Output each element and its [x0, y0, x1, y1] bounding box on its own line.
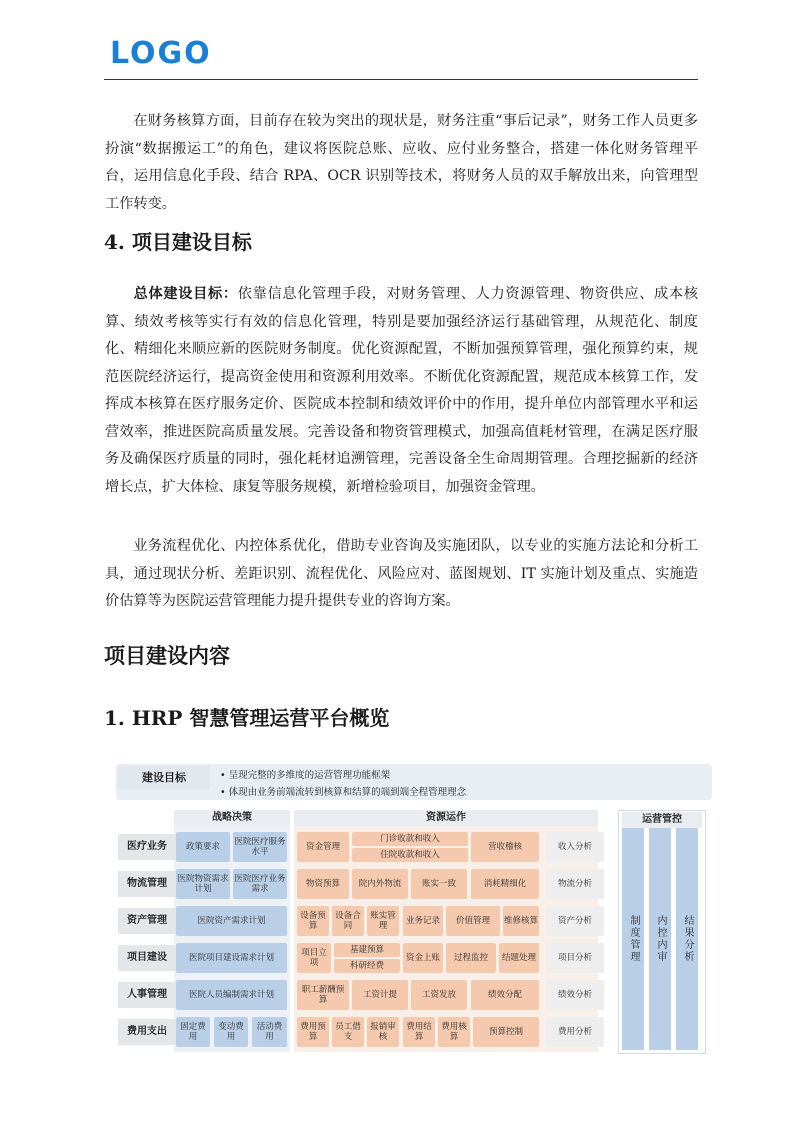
cell-fund-mgmt: 资金管理 [297, 832, 349, 862]
cell-value-mgmt: 价值管理 [446, 906, 500, 936]
cell-wage-payment: 工资发放 [411, 980, 467, 1010]
cell-expense-budget: 费用预算 [297, 1017, 329, 1047]
cell-material-plan: 医院物资需求计划 [176, 869, 230, 899]
cell-fixed-expense: 固定费用 [176, 1017, 210, 1047]
cell-budget-control: 预算控制 [473, 1017, 539, 1047]
cell-revenue-analysis: 收入分析 [546, 832, 604, 862]
logo: LOGO [110, 36, 212, 71]
goal-lead: 总体建设目标： [133, 286, 238, 302]
hrp-platform-diagram [112, 760, 714, 1058]
goal-line-2: • 体现由业务前端流转到核算和结算的端到端全程管理理念 [220, 787, 467, 798]
cell-repair-accounting: 维修核算 [503, 906, 539, 936]
row-label-asset: 资产管理 [118, 908, 176, 934]
ops-internal-control: 内控内审 [649, 828, 671, 1050]
cell-fund-posting: 资金上账 [403, 943, 443, 973]
goal-text: 依靠信息化管理手段，对财务管理、人力资源管理、物资供应、成本核算、绩效考核等实行有效的信息化管理，特别是要加强经济运行基础管理，从规范化、制度化、精细化来顺应新的医院财务制度。优化资源配置，不断加强预算管理，强化预算约束，规范医院经济运行，提高资金使用和资源利用效率。不断优化资源配置，规范成本核算工作，发挥成本核算在医疗服务定价、医院成本控制和绩效评价中的作用，提升单位内部管理水平和运营效率，推进医院高质量发展。完善设备和物资管理模式，加强高值耗材管理，在满足医疗服务及确保医疗质量的同时，强化耗材追溯管理，完善设备全生命周期管理。合理挖掘新的经济增长点，扩大体检、康复等服务规模，新增检验项目，加强资金管理。 [105, 286, 698, 495]
cell-reimbursement-audit: 报销审核 [367, 1017, 399, 1047]
section-4-title: 4. 项目建设目标 [104, 230, 252, 254]
cell-project-approval: 项目立项 [297, 943, 331, 973]
cell-activity-expense: 活动费用 [252, 1017, 287, 1047]
cell-logistics-flow: 院内外物流 [352, 869, 408, 899]
cell-account-mgmt: 账实管理 [367, 906, 399, 936]
cell-project-analysis: 项目分析 [546, 943, 604, 973]
cell-variable-expense: 变动费用 [214, 1017, 248, 1047]
paragraph-consulting [105, 533, 698, 616]
paragraph-consulting-text: 业务流程优化、内控体系优化，借助专业咨询及实施团队，以专业的实施方法论和分析工具，通过现状分析、差距识别、流程优化、风险应对、蓝图规划、IT 实施计划及重点、实施造价估算等为医院运营管理能力提升提供专业的咨询方案。 [105, 538, 698, 609]
row-label-project: 项目建设 [118, 945, 176, 971]
cell-staff-advance: 员工借支 [332, 1017, 364, 1047]
cell-asset-analysis: 资产分析 [546, 906, 604, 936]
paragraph-finance-text: 在财务核算方面，目前存在较为突出的现状是，财务注重“事后记录”，财务工作人员更多扮演“数据搬运工”的角色，建议将医院总账、应收、应付业务整合，搭建一体化财务管理平台，运用信息化手段、结合 RPA、OCR 识别等技术，将财务人员的双手解放出来，向管理型工作转变。 [105, 113, 698, 212]
cell-medical-demand: 医院医疗业务需求 [233, 869, 287, 899]
cell-revenue-audit: 营收稽核 [471, 832, 539, 862]
column-resource: 资源运作 [294, 810, 598, 826]
cell-asset-plan: 医院资产需求计划 [176, 906, 287, 936]
cell-material-budget: 物资预算 [297, 869, 349, 899]
ops-system: 制度管理 [622, 828, 644, 1050]
row-label-medical: 医疗业务 [118, 834, 176, 860]
column-strategy: 战略决策 [174, 810, 290, 826]
cell-staffing-plan: 医院人员编制需求计划 [176, 980, 287, 1010]
cell-performance-analysis: 绩效分析 [546, 980, 604, 1010]
cell-closure: 结题处理 [499, 943, 539, 973]
cell-consumption: 消耗精细化 [471, 869, 539, 899]
cell-research-fund: 科研经费 [334, 959, 400, 973]
cell-account-match: 账实一致 [411, 869, 467, 899]
cell-logistics-analysis: 物流分析 [546, 869, 604, 899]
cell-project-plan: 医院项目建设需求计划 [176, 943, 287, 973]
cell-expense-analysis: 费用分析 [546, 1017, 604, 1047]
column-ops: 运营管控 [622, 812, 702, 828]
cell-wage-accrual: 工资计提 [352, 980, 408, 1010]
ops-result-analysis: 结果分析 [676, 828, 698, 1050]
cell-equip-contract: 设备合同 [332, 906, 364, 936]
section-content-title: 项目建设内容 [104, 643, 230, 668]
cell-business-record: 业务记录 [403, 906, 443, 936]
cell-inpatient: 住院收款和收入 [352, 848, 468, 862]
cell-expense-accounting: 费用核算 [438, 1017, 470, 1047]
goal-line-1: • 呈现完整的多维度的运营管理功能框架 [220, 770, 391, 781]
paragraph-goal [105, 281, 698, 501]
cell-expense-settlement: 费用结算 [403, 1017, 435, 1047]
paragraph-finance [105, 108, 698, 218]
row-label-logistics: 物流管理 [118, 871, 176, 897]
goal-label: 建设目标 [118, 766, 210, 790]
row-label-personnel: 人事管理 [118, 982, 176, 1008]
cell-payroll-budget: 职工薪酬预算 [297, 980, 349, 1010]
cell-construction-budget: 基建预算 [334, 943, 400, 957]
cell-equip-budget: 设备预算 [297, 906, 329, 936]
header-divider [104, 79, 698, 80]
cell-process-monitor: 过程监控 [446, 943, 496, 973]
cell-performance-allocation: 绩效分配 [471, 980, 539, 1010]
cell-outpatient: 门诊收款和收入 [352, 832, 468, 846]
cell-policy: 政策要求 [176, 832, 230, 862]
section-1-title: 1. HRP 智慧管理运营平台概览 [104, 706, 390, 730]
row-label-expense: 费用支出 [118, 1019, 176, 1045]
cell-service-level: 医院医疗服务水平 [233, 832, 287, 862]
